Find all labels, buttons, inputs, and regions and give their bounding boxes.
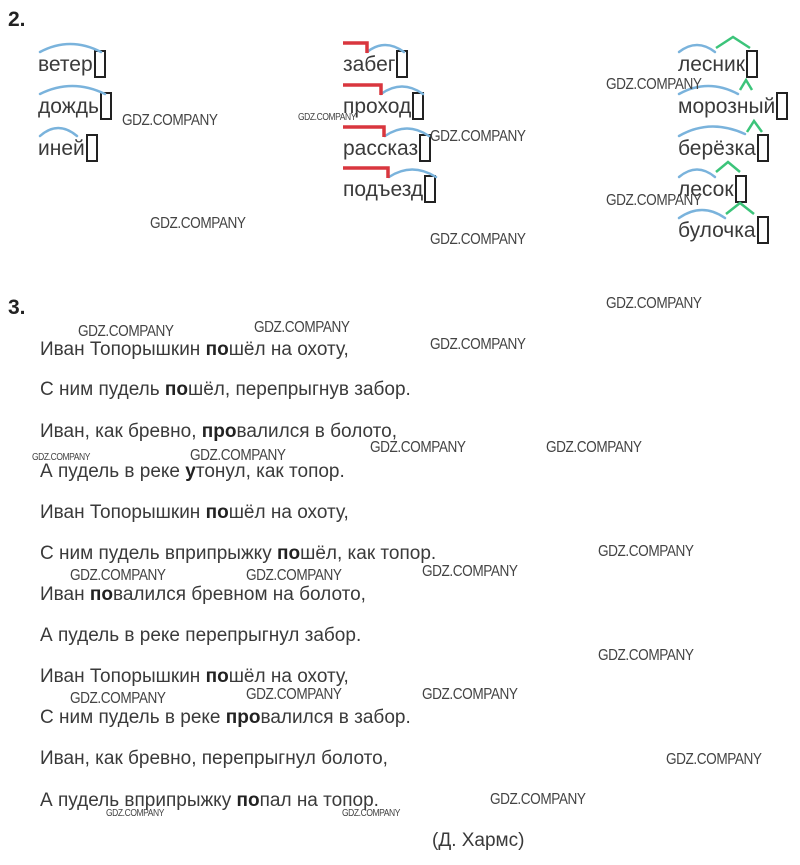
watermark: GDZ.COMPANY <box>246 686 342 703</box>
watermark: GDZ.COMPANY <box>598 647 694 664</box>
ending-box <box>424 175 436 203</box>
word-text: булочка <box>678 219 756 242</box>
watermark: GDZ.COMPANY <box>298 112 356 123</box>
watermark: GDZ.COMPANY <box>666 751 762 768</box>
watermark: GDZ.COMPANY <box>606 76 702 93</box>
poem-line: Иван повалился бревном на болото, <box>40 584 366 605</box>
watermark: GDZ.COMPANY <box>32 452 90 463</box>
word-podezd <box>343 175 436 203</box>
word-zabeg <box>343 50 408 78</box>
poem-line: С ним пудель пошёл, перепрыгнув забор. <box>40 379 411 400</box>
suffix-mark <box>716 37 750 48</box>
word-text: лесник <box>678 53 745 76</box>
watermark: GDZ.COMPANY <box>606 192 702 209</box>
poem-line: Иван Топорышкин пошёл на охоту, <box>40 666 349 687</box>
watermark: GDZ.COMPANY <box>430 336 526 353</box>
poem-line: Иван, как бревно, перепрыгнул болото, <box>40 748 388 769</box>
word-beryozka <box>678 134 769 162</box>
poem-line: Иван, как бревно, провалился в болото, <box>40 421 397 442</box>
suffix-mark <box>747 121 762 132</box>
word-lesnik <box>678 50 758 78</box>
watermark: GDZ.COMPANY <box>78 323 174 340</box>
watermark: GDZ.COMPANY <box>122 112 218 129</box>
word-iney <box>38 134 98 162</box>
poem-line: С ним пудель в реке провалился в забор. <box>40 707 411 728</box>
ending-box <box>735 175 747 203</box>
poem-line: Иван Топорышкин пошёл на охоту, <box>40 339 349 360</box>
exercise-3-number: 3. <box>8 296 26 319</box>
watermark: GDZ.COMPANY <box>430 128 526 145</box>
watermark: GDZ.COMPANY <box>106 808 164 819</box>
suffix-mark <box>716 162 740 172</box>
ending-box <box>86 134 98 162</box>
poem-line: А пудель в реке утонул, как топор. <box>40 461 345 482</box>
watermark: GDZ.COMPANY <box>598 543 694 560</box>
word-text: проход <box>343 95 412 118</box>
word-text: иней <box>38 137 85 160</box>
watermark: GDZ.COMPANY <box>150 215 246 232</box>
ending-box <box>100 92 112 120</box>
word-bulochka <box>678 216 769 244</box>
poem-author: (Д. Хармс) <box>432 830 525 851</box>
word-moroznyy <box>678 92 788 120</box>
poem-line: Иван Топорышкин пошёл на охоту, <box>40 502 349 523</box>
watermark: GDZ.COMPANY <box>246 567 342 584</box>
word-text: берёзка <box>678 137 756 160</box>
word-rasskaz <box>343 134 431 162</box>
watermark: GDZ.COMPANY <box>342 808 400 819</box>
watermark: GDZ.COMPANY <box>190 447 286 464</box>
watermark: GDZ.COMPANY <box>70 567 166 584</box>
ending-box <box>757 216 769 244</box>
watermark: GDZ.COMPANY <box>422 686 518 703</box>
word-veter <box>38 50 106 78</box>
ending-box <box>412 92 424 120</box>
watermark: GDZ.COMPANY <box>430 231 526 248</box>
exercise-2-number: 2. <box>8 8 26 31</box>
watermark: GDZ.COMPANY <box>546 439 642 456</box>
poem-line: С ним пудель вприпрыжку пошёл, как топор. <box>40 543 437 564</box>
watermark: GDZ.COMPANY <box>490 791 586 808</box>
word-text: лесок <box>678 178 734 201</box>
word-text: морозный <box>678 95 776 118</box>
suffix-mark <box>726 203 754 214</box>
suffix-mark <box>740 80 752 90</box>
word-text: подъезд <box>343 178 424 201</box>
word-text: забег <box>343 53 396 76</box>
word-text: рассказ <box>343 137 419 160</box>
watermark: GDZ.COMPANY <box>606 295 702 312</box>
watermark: GDZ.COMPANY <box>422 563 518 580</box>
watermark: GDZ.COMPANY <box>370 439 466 456</box>
word-dozhd <box>38 92 112 120</box>
ending-box <box>746 50 758 78</box>
watermark: GDZ.COMPANY <box>70 690 166 707</box>
poem-line: А пудель в реке перепрыгнул забор. <box>40 625 362 646</box>
ending-box <box>776 92 788 120</box>
ending-box <box>757 134 769 162</box>
ending-box <box>396 50 408 78</box>
watermark: GDZ.COMPANY <box>254 319 350 336</box>
word-text: дождь <box>38 95 99 118</box>
poem-line: А пудель вприпрыжку попал на топор. <box>40 790 379 811</box>
ending-box <box>94 50 106 78</box>
word-text: ветер <box>38 53 93 76</box>
